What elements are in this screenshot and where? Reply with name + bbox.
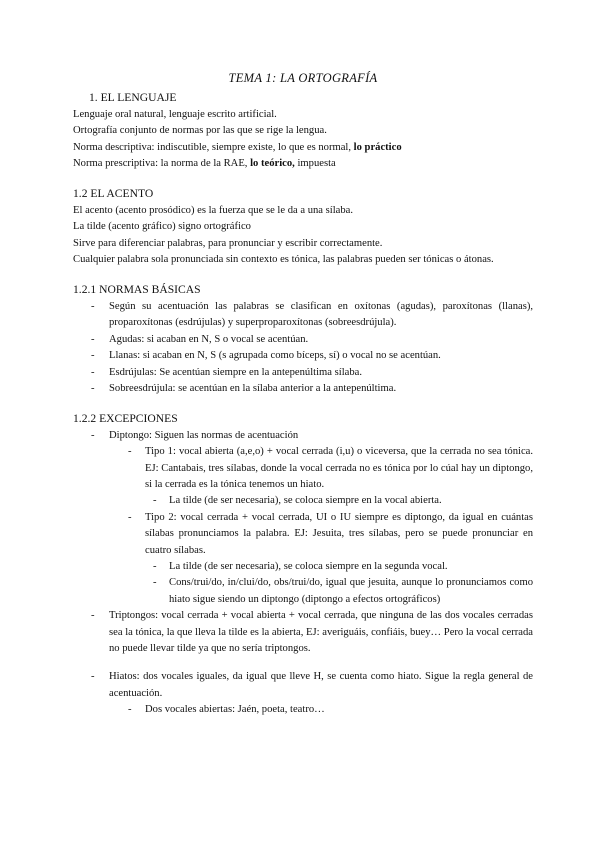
list-dash: - <box>91 382 95 394</box>
list-item <box>73 348 533 364</box>
document-page <box>73 70 533 719</box>
list-item-tipo2-sub2 <box>129 575 533 608</box>
paragraph-line <box>73 156 533 172</box>
list-item-text: La tilde (de ser necesaria), se coloca siempre en la vocal abierta. <box>169 495 442 507</box>
list-item-tipo1-sub <box>129 493 533 509</box>
list-dash: - <box>153 577 157 589</box>
list-item-text: Llanas: si acaban en N, S (s agrupada como bíceps, sí) o vocal no se acentúan. <box>109 350 441 362</box>
list-item <box>73 381 533 397</box>
excepciones-list <box>73 428 533 719</box>
section-heading-excepciones: 1.2.2 EXCEPCIONES <box>73 412 178 426</box>
list-item-text: Agudas: si acaban en N, S o vocal se acentúan. <box>109 333 309 345</box>
list-dash: - <box>128 511 132 523</box>
list-dash: - <box>91 333 95 345</box>
paragraph-line: Cualquier palabra sola pronunciada sin contexto es tónica, las palabras pueden ser tónicas o átonas. <box>73 254 494 266</box>
bold-text: lo teórico, <box>250 158 295 170</box>
list-item-tipo2-sub1 <box>129 559 533 575</box>
section-heading-normas-basicas: 1.2.1 NORMAS BÁSICAS <box>73 283 201 297</box>
text-span: Norma prescriptiva: la norma de la RAE, <box>73 158 251 170</box>
list-item <box>73 332 533 348</box>
list-item-text: Cons/trui/do, in/clui/do, obs/trui/do, igual que jesuita, aunque lo pronunciamos como hiato sigue siendo un diptongo (diptongo a efectos ortográficos) <box>169 577 533 605</box>
list-item-text: Tipo 1: vocal abierta (a,e,o) + vocal cerrada (i,u) o viceversa, que la cerrada no sea tónica. EJ: Cantabais, tres sílabas, donde la vocal cerrada no es tónica por lo cúal hay un diptongo, si la cerrada es la tónica tenemos un hiato. <box>145 446 533 490</box>
list-item <box>73 299 533 332</box>
list-item-text: Sobreesdrújula: se acentúan en la sílaba anterior a la antepenúltima. <box>109 382 397 394</box>
spacer <box>73 657 533 669</box>
list-item-text: Hiatos: dos vocales iguales, da igual que lleve H, se cuenta como hiato. Sigue la regla general de acentuación. <box>109 671 533 699</box>
paragraph-line: Ortografía conjunto de normas por las que se rige la lengua. <box>73 125 327 137</box>
list-item-diptongo <box>73 428 533 444</box>
text-span: Norma descriptiva: indiscutible, siempre existe, lo que es normal, <box>73 141 354 153</box>
list-item-triptongos <box>73 608 533 657</box>
paragraph-line <box>73 140 533 156</box>
list-item-hiatos-sub <box>83 702 533 718</box>
list-dash: - <box>91 350 95 362</box>
list-dash: - <box>128 446 132 458</box>
list-item-tipo2 <box>83 510 533 559</box>
list-item-text: Dos vocales abiertas: Jaén, poeta, teatro… <box>145 704 325 716</box>
list-item-text: Diptongo: Siguen las normas de acentuación <box>109 429 299 441</box>
paragraph-line: El acento (acento prosódico) es la fuerza que se le da a una sílaba. <box>73 204 354 216</box>
section-heading-acento: 1.2 EL ACENTO <box>73 187 154 201</box>
list-item-text: Según su acentuación las palabras se clasifican en oxítonas (agudas), paroxítonas (llanas), proparoxítonas (esdrújulas) y superproparoxítonas (sobreesdrújula). <box>109 300 533 329</box>
list-item-text: Esdrújulas: Se acentúan siempre en la antepenúltima sílaba. <box>109 366 362 378</box>
list-item-hiatos <box>73 669 533 702</box>
bold-text: lo práctico <box>353 141 402 153</box>
list-item-text: Tipo 2: vocal cerrada + vocal cerrada, UI o IU siempre es diptongo, da igual en cuántas sílabas pronunciamos la palabra. EJ: Jesuita, tres sílabas, pero se puede pronunciar en cuatro sílabas. <box>145 511 533 556</box>
list-item <box>73 365 533 381</box>
paragraph-line: Sirve para diferenciar palabras, para pronunciar y escribir correctamente. <box>73 237 383 249</box>
text-span: impuesta <box>294 158 336 170</box>
document-title: TEMA 1: LA ORTOGRAFÍA <box>228 71 378 85</box>
normas-list <box>73 299 533 397</box>
list-dash: - <box>128 704 132 716</box>
paragraph-line: Lenguaje oral natural, lenguaje escrito artificial. <box>73 108 277 120</box>
list-item-text: Triptongos: vocal cerrada + vocal abierta + vocal cerrada, que ninguna de las dos vocales cerradas sea la tónica, la que lleva la tilde es la abierta, EJ: averiguáis, confiáis, buey… Pero la vocal cerrada no puede llevar tilde ya que no sería triptongos. <box>109 610 533 654</box>
list-item-text: La tilde (de ser necesaria), se coloca siempre en la segunda vocal. <box>169 560 448 572</box>
list-dash: - <box>153 560 157 572</box>
list-item-tipo1 <box>83 444 533 493</box>
list-dash: - <box>91 610 95 622</box>
list-dash: - <box>91 429 95 441</box>
section-heading-lenguaje: 1. EL LENGUAJE <box>89 91 177 105</box>
list-dash: - <box>91 671 95 683</box>
paragraph-line: La tilde (acento gráfico) signo ortográfico <box>73 221 251 233</box>
list-dash: - <box>153 495 157 507</box>
list-dash: - <box>91 366 95 378</box>
list-dash: - <box>91 300 95 312</box>
